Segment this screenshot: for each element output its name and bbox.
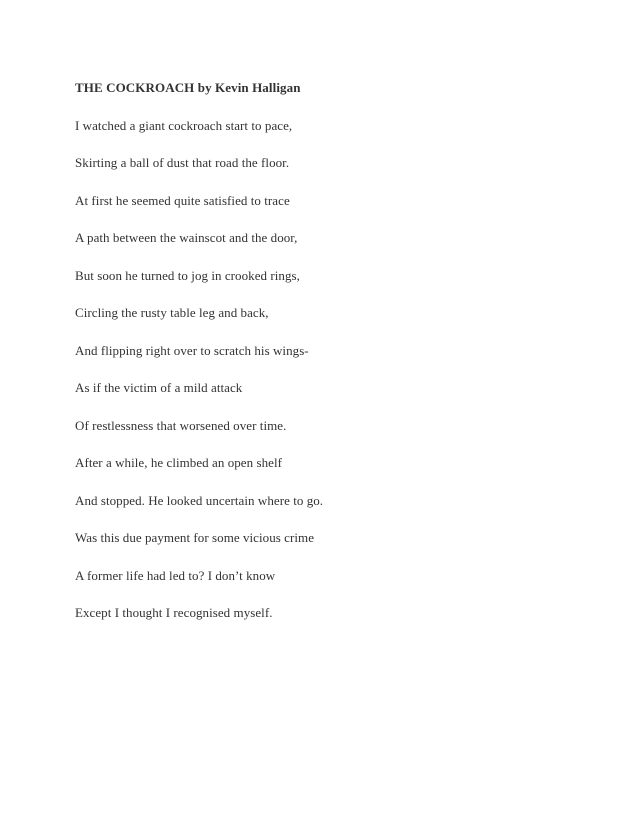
poem-line: And flipping right over to scratch his wings- bbox=[75, 342, 309, 358]
poem-line: I watched a giant cockroach start to pace, bbox=[75, 117, 293, 133]
poem bbox=[75, 78, 575, 623]
poem-line: Except I thought I recognised myself. bbox=[75, 605, 273, 620]
poem-line: And stopped. He looked uncertain where to go. bbox=[75, 492, 324, 508]
poem-lines bbox=[75, 116, 575, 624]
poem-title: THE COCKROACH by Kevin Halligan bbox=[75, 80, 301, 95]
poem-line: At first he seemed quite satisfied to trace bbox=[75, 192, 290, 208]
poem-line: Circling the rusty table leg and back, bbox=[75, 305, 269, 320]
poem-line: As if the victim of a mild attack bbox=[75, 380, 243, 395]
poem-line: Of restlessness that worsened over time. bbox=[75, 417, 287, 433]
poem-line: A former life had led to? I don’t know bbox=[75, 567, 276, 583]
poem-line: Was this due payment for some vicious crime bbox=[75, 530, 315, 545]
poem-line: A path between the wainscot and the door, bbox=[75, 230, 298, 245]
poem-line: But soon he turned to jog in crooked rings, bbox=[75, 267, 300, 283]
poem-line: Skirting a ball of dust that road the floor. bbox=[75, 155, 290, 170]
poem-line: After a while, he climbed an open shelf bbox=[75, 455, 282, 470]
